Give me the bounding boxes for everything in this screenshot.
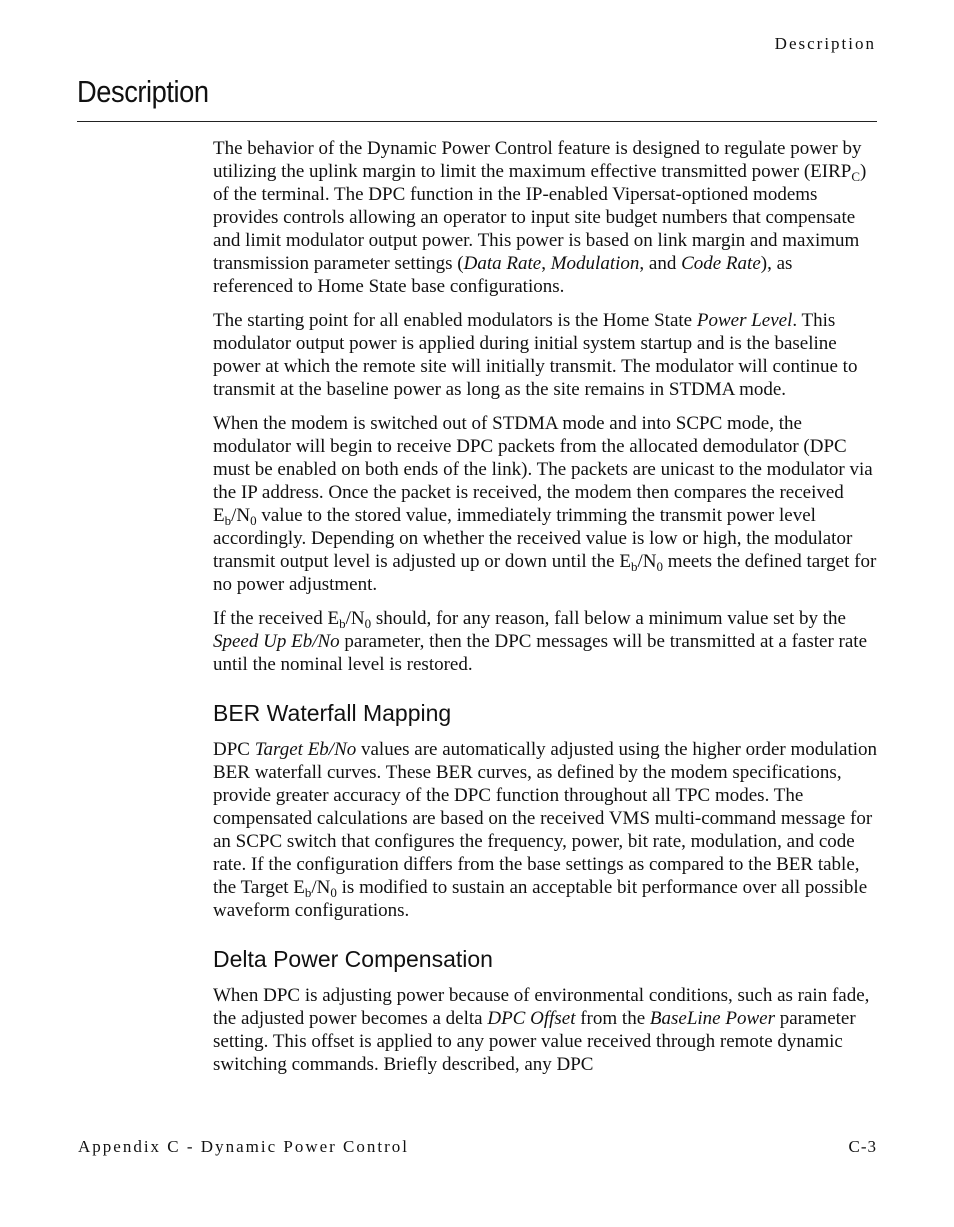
running-header: Description — [774, 34, 876, 53]
paragraph-ber-waterfall: DPC Target Eb/No values are automatically adjusted using the higher order modulation BER waterfall curves. These BER curves, as defined by the modem specifications, provide greater accuracy of the DPC function throughout all TPC modes. The compensated calculations are based on the received VMS multi-command message for an SCPC switch that configures the frequency, power, bit rate, modulation, and code rate. If the configuration differs from the base settings as compared to the BER table, the Target $E_b/N_0$ is modified to sustain an acceptable bit performance over all possible waveform configurations. — [213, 739, 878, 921]
paragraph-delta-power: When DPC is adjusting power because of environmental conditions, such as rain fade, the adjusted power becomes a delta DPC Offset from the BaseLine Power parameter setting. This offset is applied to any power value received through remote dynamic switching commands. Briefly described, any DPC — [213, 985, 870, 1075]
title-divider — [77, 121, 877, 122]
paragraph-starting-point: The starting point for all enabled modulators is the Home State Power Level. This modulator output power is applied during initial system startup and is the baseline power at which the remote site will initially transmit. The modulator will continue to transmit at the baseline power as long as the site remains in STDMA mode. — [213, 310, 858, 400]
footer-chapter-title: Appendix C - Dynamic Power Control — [78, 1137, 409, 1156]
section-heading-delta-power: Delta Power Compensation — [213, 946, 493, 972]
paragraph-dpc-behavior: The behavior of the Dynamic Power Control feature is designed to regulate power by utilizing the uplink margin to limit the maximum effective transmitted power $(EIRP_C)$ of the terminal. The DPC function in the IP-enabled Vipersat-optioned modems provides controls allowing an operator to input site budget numbers that compensate and limit modulator output power. This power is based on link margin and maximum transmission parameter settings (Data Rate, Modulation, and Code Rate), as referenced to Home State base configurations. — [213, 138, 867, 297]
paragraph-scpc-mode: When the modem is switched out of STDMA mode and into SCPC mode, the modulator will begin to receive DPC packets from the allocated demodulator (DPC must be enabled on both ends of the link). The packets are unicast to the modulator via the IP address. Once the packet is received, the modem then compares the received $E_b/N_0$ value to the stored value, immediately trimming the transmit power level accordingly. Depending on whether the received value is low or high, the modulator transmit output level is adjusted up or down until the $E_b/N_0$ meets the defined target for no power adjustment. — [213, 413, 877, 595]
page-number: C-3 — [848, 1137, 877, 1156]
page-title: Description — [77, 74, 209, 109]
section-heading-ber-waterfall: BER Waterfall Mapping — [213, 700, 452, 726]
paragraph-speed-up: If the received $E_b/N_0$ should, for any reason, fall below a minimum value set by the Speed Up Eb/No parameter, then the DPC messages will be transmitted at a faster rate until the nominal level is restored. — [213, 608, 868, 675]
body-content — [213, 137, 877, 1087]
